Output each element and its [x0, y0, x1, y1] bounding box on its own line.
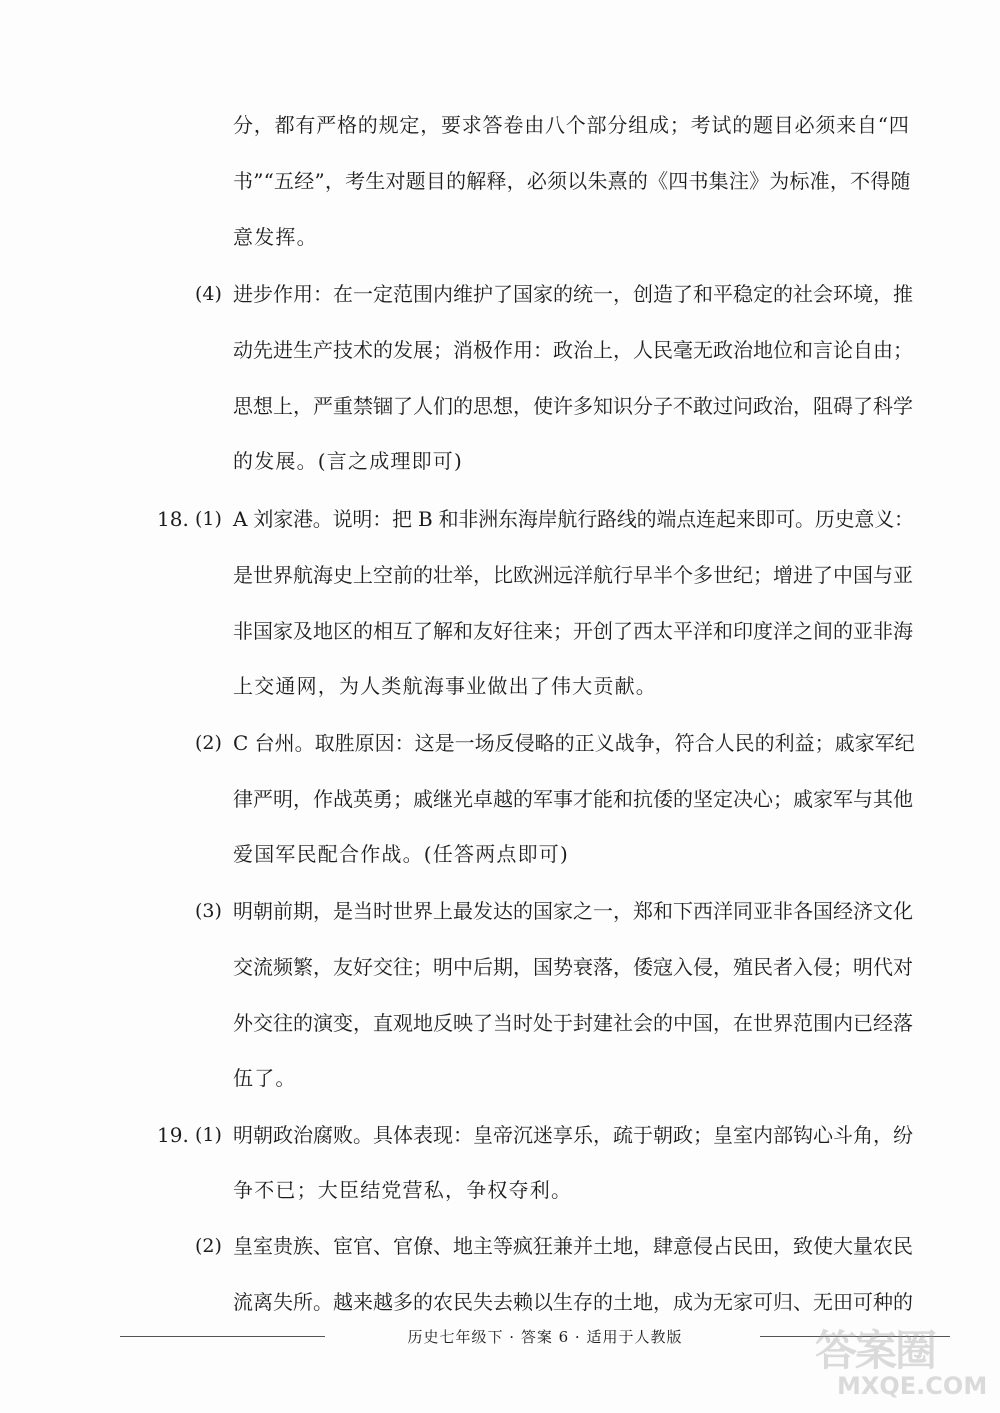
watermark-logo: [815, 1318, 995, 1410]
text-line: 伍了。: [233, 1066, 297, 1090]
text-line: 非国家及地区的相互了解和友好往来；开创了西太平洋和印度洋之间的亚非海: [233, 619, 913, 643]
subquestion-number: (1): [195, 1124, 222, 1146]
text-line: 明朝前期，是当时世界上最发达的国家之一，郑和下西洋同亚非各国经济文化: [233, 899, 913, 923]
text-line: 爱国军民配合作战。(任答两点即可): [233, 842, 570, 866]
text-line: 的发展。(言之成理即可): [233, 449, 464, 473]
text-line: 是世界航海史上空前的壮举，比欧洲远洋航行早半个多世纪；增进了中国与亚: [233, 563, 913, 587]
subquestion-number: (1): [195, 508, 222, 530]
text-line: 争不已；大臣结党营私，争权夺利。: [233, 1178, 573, 1202]
text-line: 上交通网，为人类航海事业做出了伟大贡献。: [233, 674, 657, 698]
text-line: 皇室贵族、宦官、官僚、地主等疯狂兼并土地，肆意侵占民田，致使大量农民: [233, 1234, 913, 1258]
text-line: 动先进生产技术的发展；消极作用：政治上，人民毫无政治地位和言论自由；: [233, 338, 913, 362]
question-number: 18.: [157, 507, 189, 531]
watermark-site-text: MXQE.COM: [837, 1372, 988, 1400]
text-line: A 刘家港。说明：把 B 和非洲东海岸航行路线的端点连起来即可。历史意义：: [233, 507, 914, 531]
text-line: 明朝政治腐败。具体表现：皇帝沉迷享乐，疏于朝政；皇室内部钩心斗角，纷: [233, 1123, 913, 1147]
subquestion-number: (4): [195, 283, 222, 305]
text-line: 外交往的演变，直观地反映了当时处于封建社会的中国，在世界范围内已经落: [233, 1011, 913, 1035]
subquestion-number: (3): [195, 900, 222, 922]
subquestion-number: (2): [195, 1235, 222, 1257]
question-number: 19.: [157, 1123, 189, 1147]
text-line: 律严明，作战英勇；戚继光卓越的军事才能和抗倭的坚定决心；戚家军与其他: [233, 787, 913, 811]
text-line: 分，都有严格的规定，要求答卷由八个部分组成；考试的题目必须来自“四: [233, 113, 910, 137]
text-line: C 台州。取胜原因：这是一场反侵略的正义战争，符合人民的利益；戚家军纪: [233, 731, 915, 755]
text-line: 书”“五经”，考生对题目的解释，必须以朱熹的《四书集注》为标准，不得随: [233, 169, 911, 193]
watermark-logo-text: 答案圈: [815, 1326, 936, 1375]
footer-text: 历史七年级下 · 答案 6 · 适用于人教版: [407, 1328, 683, 1346]
footer-rule-left: [120, 1336, 325, 1337]
text-line: 进步作用：在一定范围内维护了国家的统一，创造了和平稳定的社会环境，推: [233, 282, 913, 306]
text-line: 交流频繁，友好交往；明中后期，国势衰落，倭寇入侵，殖民者入侵；明代对: [233, 955, 913, 979]
text-line: 意发挥。: [233, 225, 318, 249]
text-line: 流离失所。越来越多的农民失去赖以生存的土地，成为无家可归、无田可种的: [233, 1290, 913, 1314]
subquestion-number: (2): [195, 732, 222, 754]
text-line: 思想上，严重禁锢了人们的思想，使许多知识分子不敢过问政治，阻碍了科学: [233, 394, 913, 418]
